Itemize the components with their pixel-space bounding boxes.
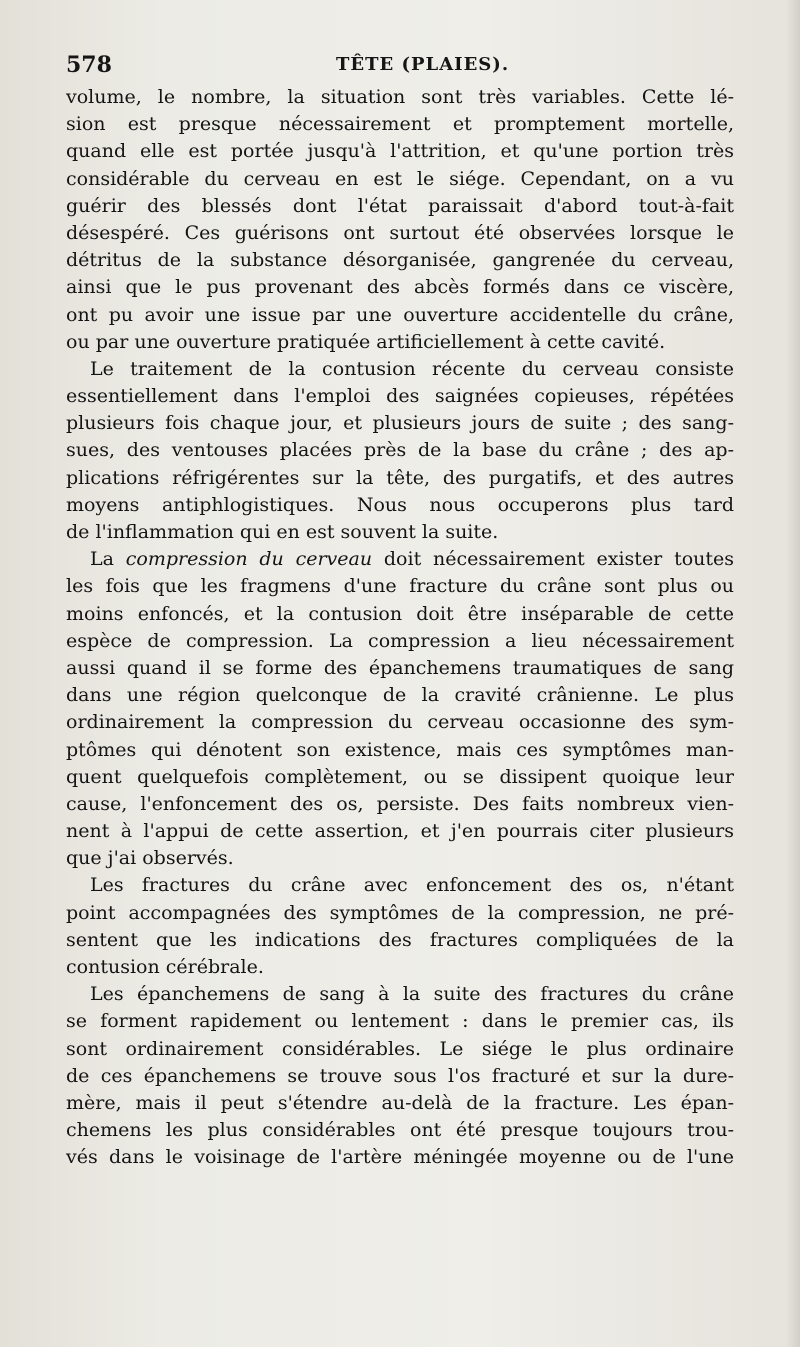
paragraph-start-line: Les fractures du crâne avec enfoncement des os, n'étant [90,874,734,897]
paragraph-start-line [66,546,734,573]
text-line: ou par une ouverture pratiquée artificiellement à cette cavité. [66,330,666,353]
text-line: moins enfoncés, et la contusion doit être inséparable de cette [66,602,734,625]
text-line: quand elle est portée jusqu'à l'attrition, et qu'une portion très [66,140,734,163]
body-text [66,84,734,1172]
text-fragment: doit nécessairement exister toutes [372,548,735,571]
text-line: ptômes qui dénotent son existence, mais ces symptômes man- [66,738,734,761]
text-line: essentiellement dans l'emploi des saignées copieuses, répétées [66,385,734,408]
text-line: désespéré. Ces guérisons ont surtout été observées lorsque le [66,221,734,244]
text-line: que j'ai observés. [66,847,234,870]
text-line: espèce de compression. La compression a lieu nécessairement [66,629,734,652]
text-line: ont pu avoir une issue par une ouverture accidentelle du crâne, [66,303,734,326]
text-line: quent quelquefois complètement, ou se dissipent quoique leur [66,765,734,788]
text-line: moyens antiphlogistiques. Nous nous occuperons plus tard [66,493,734,516]
text-line: de ces épanchemens se trouve sous l'os fracturé et sur la dure- [66,1064,734,1087]
text-fragment: La [90,548,126,571]
text-line: de l'inflammation qui en est souvent la suite. [66,521,499,543]
text-line: vés dans le voisinage de l'artère méningée moyenne ou de l'une [66,1146,734,1169]
text-line: dans une région quelconque de la cravité crânienne. Le plus [66,684,734,707]
text-line: plusieurs fois chaque jour, et plusieurs jours de suite ; des sang- [66,412,734,435]
text-line: mère, mais il peut s'étendre au-delà de la fracture. Les épan- [66,1091,734,1114]
text-line: plications réfrigérentes sur la tête, des purgatifs, et des autres [66,466,734,489]
italic-term: compression du cerveau [125,548,373,571]
page-edge-shadow [786,0,800,1347]
text-line: cause, l'enfoncement des os, persiste. Des faits nombreux vien- [66,792,734,815]
text-line: sont ordinairement considérables. Le siége le plus ordinaire [66,1037,734,1060]
text-line: sentent que les indications des fractures compliquées de la [66,928,734,951]
paragraph-start-line: Le traitement de la contusion récente du cerveau consiste [90,357,734,380]
text-line: ordinairement la compression du cerveau occasionne des sym- [66,711,734,734]
text-line: détritus de la substance désorganisée, gangrenée du cerveau, [66,249,734,272]
page-number: 578 [66,52,112,78]
text-line: considérable du cerveau en est le siége. Cependant, on a vu [66,167,734,190]
text-line: les fois que les fragmens d'une fracture du crâne sont plus ou [66,575,734,598]
text-line: sion est presque nécessairement et promptement mortelle, [66,113,734,136]
text-line: volume, le nombre, la situation sont très variables. Cette lé- [66,86,734,108]
text-line: sues, des ventouses placées près de la base du crâne ; des ap- [66,439,734,462]
text-line: ainsi que le pus provenant des abcès formés dans ce viscère, [66,276,734,299]
running-head: TÊTE (PLAIES). [336,54,510,75]
paragraph-start-line: Les épanchemens de sang à la suite des fractures du crâne [90,983,734,1006]
text-line: se forment rapidement ou lentement : dans le premier cas, ils [66,1010,734,1033]
text-line: contusion cérébrale. [66,956,264,978]
text-line: chemens les plus considérables ont été presque toujours trou- [66,1119,734,1142]
text-line: nent à l'appui de cette assertion, et j'en pourrais citer plusieurs [66,820,734,843]
page-header [66,52,734,82]
text-line: guérir des blessés dont l'état paraissait d'abord tout-à-fait [66,194,734,217]
text-line: point accompagnées des symptômes de la compression, ne pré- [66,901,734,924]
text-line: aussi quand il se forme des épanchemens traumatiques de sang [66,656,734,679]
